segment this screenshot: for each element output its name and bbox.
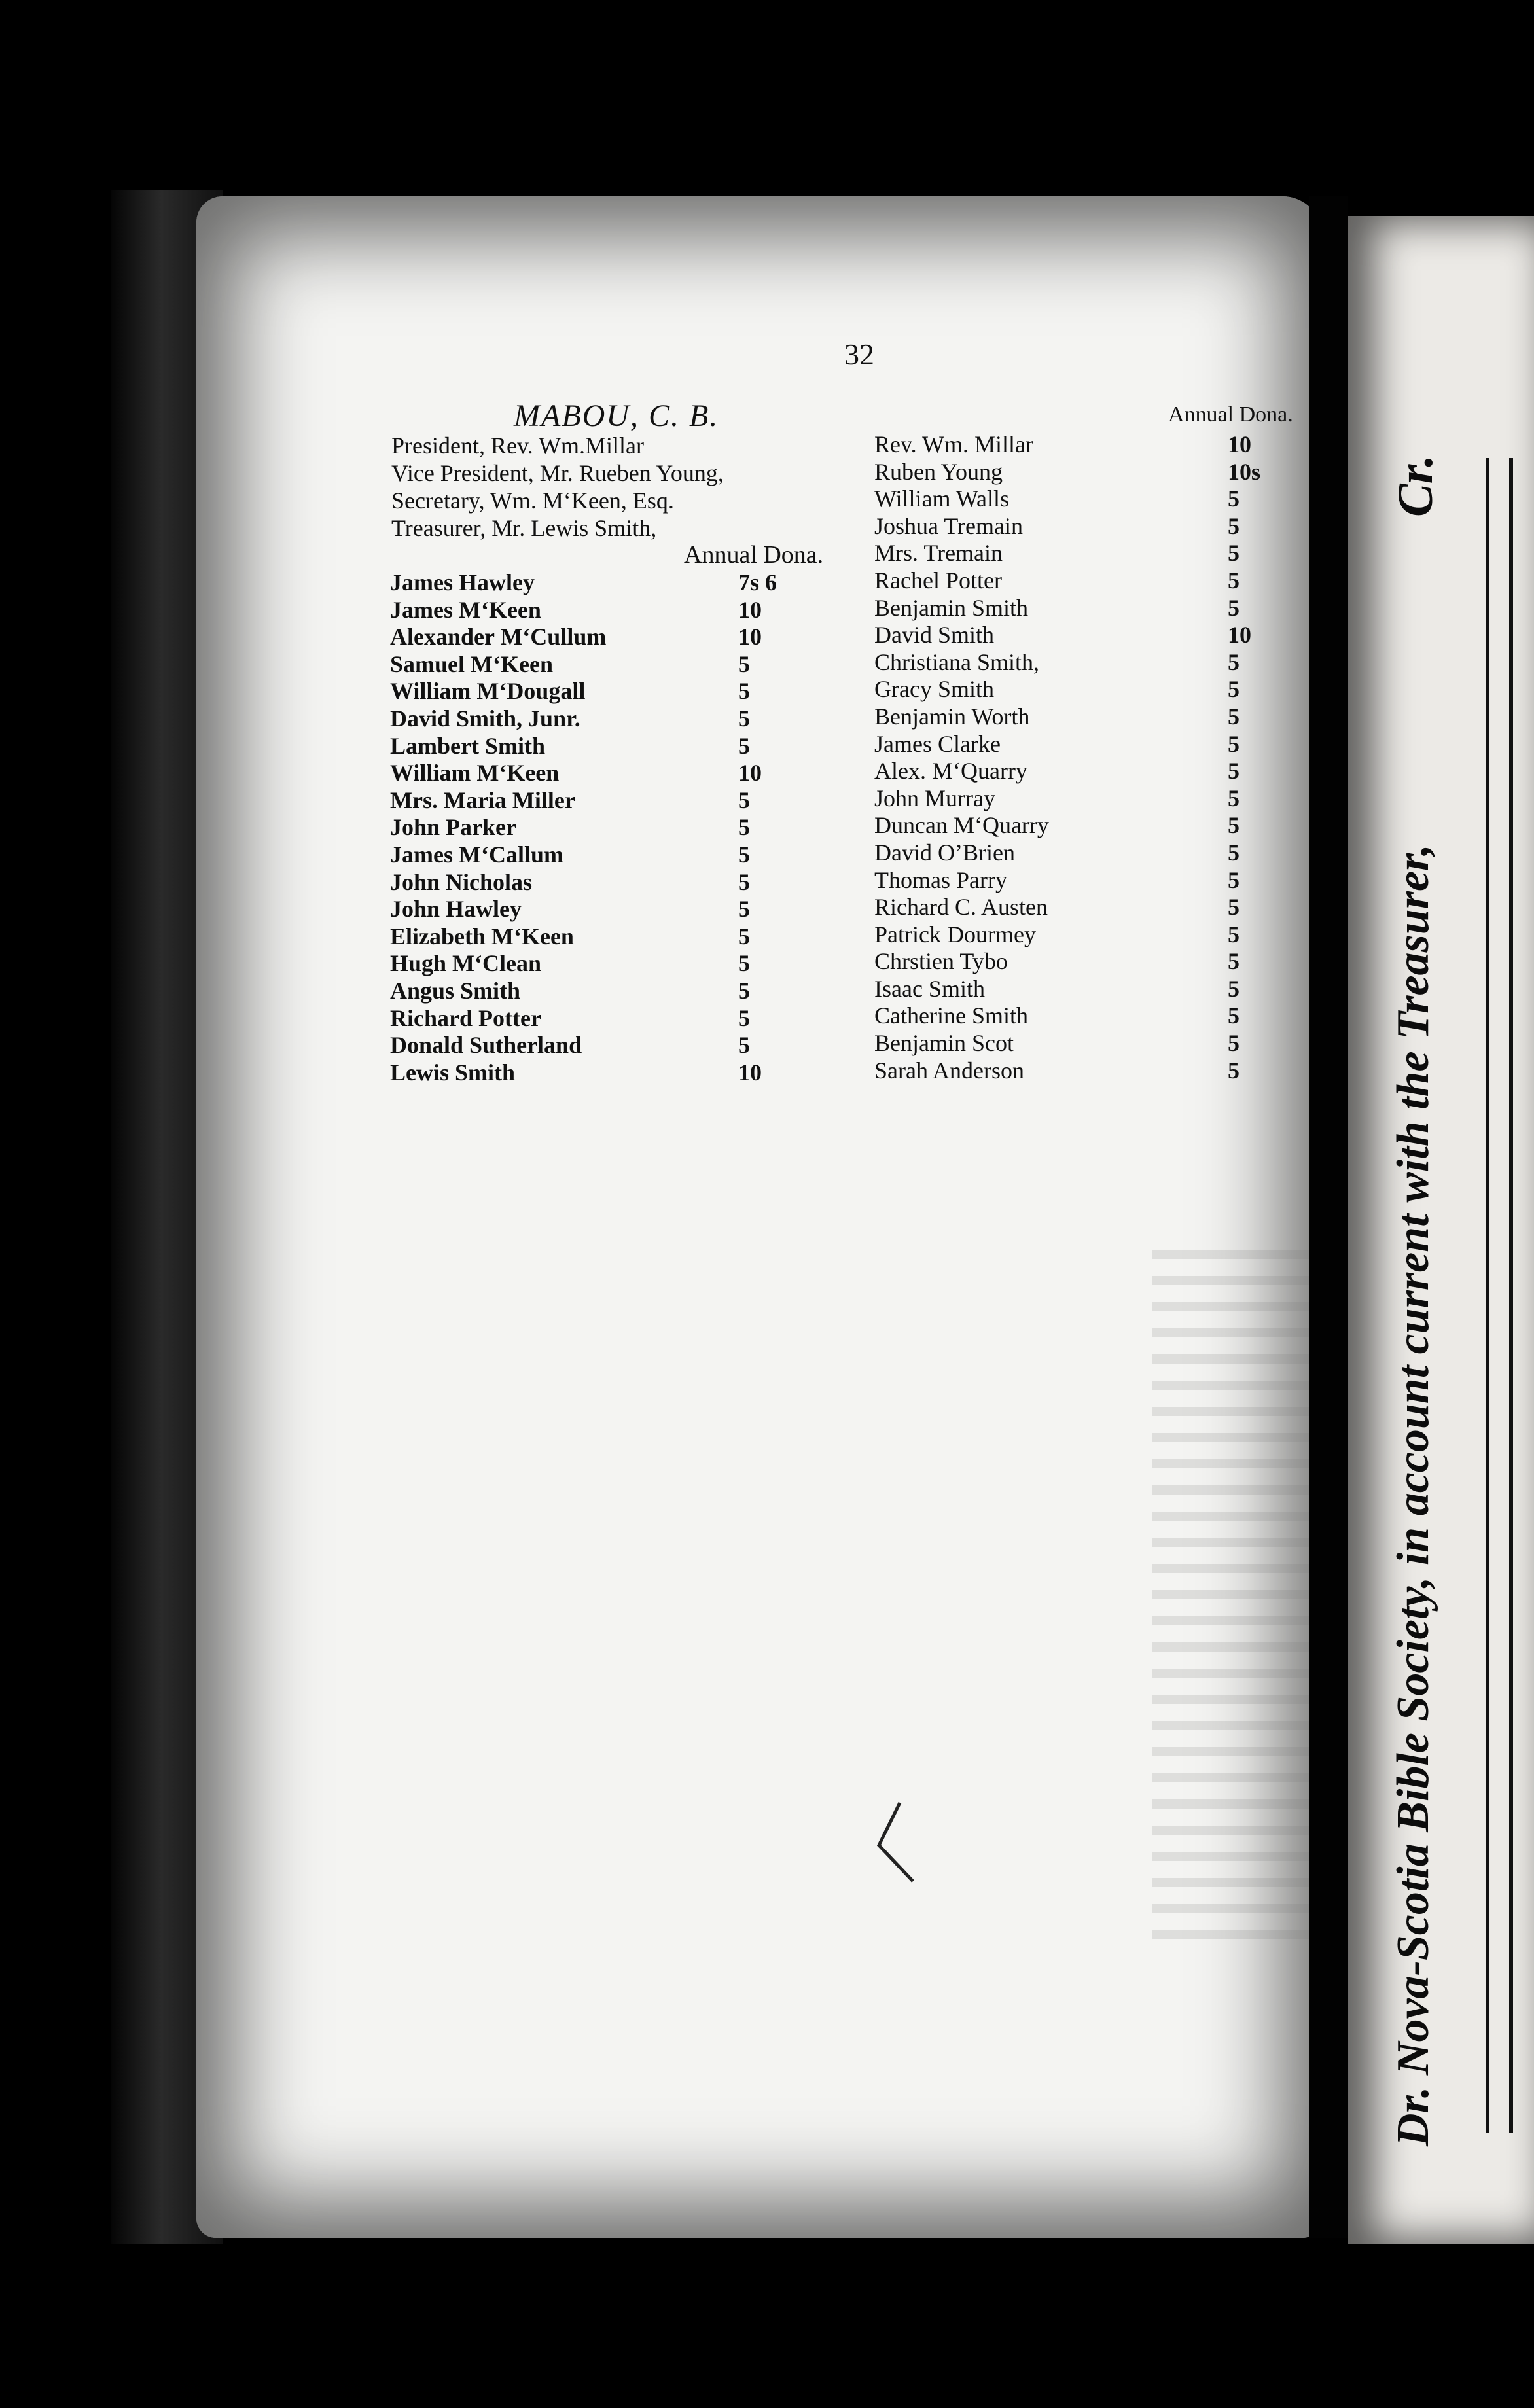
list-item (390, 677, 848, 705)
subscriber-name: John Hawley (390, 896, 522, 923)
list-item (874, 703, 1293, 730)
subscriber-name: William M‘Dougall (390, 678, 586, 705)
list-item (390, 895, 848, 923)
list-item (874, 594, 1293, 622)
subscriber-name: Gracy Smith (874, 676, 994, 703)
list-item (874, 757, 1293, 785)
list-item (874, 512, 1293, 540)
donation-amount: 10 (738, 1059, 762, 1086)
donation-amount: 5 (1228, 866, 1240, 893)
subscriber-name: William M‘Keen (390, 760, 560, 787)
subscriber-name: James Hawley (390, 569, 535, 595)
donation-amount: 10s (1228, 458, 1261, 485)
donation-amount: 5 (738, 977, 750, 1004)
subscriber-name: Sarah Anderson (874, 1057, 1024, 1084)
subscriber-name: Christiana Smith, (874, 648, 1039, 675)
officer-secretary: Secretary, Wm. M‘Keen, Esq. (391, 487, 674, 514)
donation-amount: 5 (738, 787, 750, 813)
section-heading: MABOU, C. B. (514, 398, 719, 433)
donation-amount: 5 (1228, 894, 1240, 921)
subscriber-name: Angus Smith (390, 977, 521, 1004)
list-item (390, 977, 848, 1004)
list-item (874, 648, 1293, 676)
left-subscriber-list (390, 569, 848, 1086)
donation-amount: 5 (1228, 486, 1240, 512)
list-item (874, 730, 1293, 758)
donation-amount: 5 (738, 814, 750, 841)
list-item (874, 866, 1293, 894)
subscriber-name: Alexander M‘Cullum (390, 624, 607, 650)
list-item (874, 921, 1293, 948)
donation-amount: 5 (1228, 785, 1240, 811)
donation-amount: 5 (1228, 512, 1240, 539)
subscriber-name: David Smith (874, 622, 995, 648)
subscriber-name: Isaac Smith (874, 975, 985, 1002)
list-item (874, 567, 1293, 594)
subscriber-name: Richard Potter (390, 1004, 541, 1031)
list-item (390, 1004, 848, 1032)
list-item (390, 623, 848, 650)
subscriber-name: Rev. Wm. Millar (874, 431, 1033, 457)
donation-amount: 5 (738, 1004, 750, 1031)
donation-amount: 10 (738, 624, 762, 650)
donation-amount: 5 (1228, 594, 1240, 621)
subscriber-name: James Clarke (874, 730, 1001, 757)
subscriber-name: David O’Brien (874, 839, 1015, 866)
left-column-header: Annual Dona. (684, 541, 824, 569)
facing-page-title: Dr. Nova-Scotia Bible Society, in account current with the Treasurer, (1388, 844, 1438, 2146)
list-item (874, 947, 1293, 975)
page-gutter (1309, 196, 1348, 2238)
subscriber-name: Hugh M‘Clean (390, 950, 542, 977)
donation-amount: 5 (738, 896, 750, 923)
donation-amount: 5 (738, 678, 750, 705)
donation-amount: 5 (1228, 1057, 1240, 1084)
subscriber-name: Joshua Tremain (874, 512, 1024, 539)
subscriber-name: Donald Sutherland (390, 1032, 582, 1059)
right-column-header: Annual Dona. (1168, 402, 1293, 427)
pencil-mark (874, 1799, 933, 1885)
list-item (390, 1059, 848, 1086)
subscriber-name: Chrstien Tybo (874, 948, 1008, 975)
subscriber-name: Benjamin Scot (874, 1030, 1014, 1057)
donation-amount: 10 (1228, 431, 1251, 457)
officer-treasurer: Treasurer, Mr. Lewis Smith, (391, 515, 657, 541)
subscriber-name: Richard C. Austen (874, 894, 1048, 921)
donation-amount: 5 (1228, 676, 1240, 703)
list-item (874, 485, 1293, 512)
list-item (874, 839, 1293, 866)
list-item (390, 759, 848, 787)
subscriber-name: John Murray (874, 785, 995, 811)
list-item (390, 650, 848, 678)
donation-amount: 5 (738, 1032, 750, 1059)
subscriber-name: William Walls (874, 486, 1009, 512)
officers-list (391, 432, 724, 542)
subscriber-name: Patrick Dourmey (874, 921, 1036, 947)
list-item (874, 975, 1293, 1002)
right-subscriber-list (874, 431, 1293, 1084)
list-item (390, 949, 848, 977)
subscriber-name: Alex. M‘Quarry (874, 758, 1027, 785)
list-item (390, 705, 848, 732)
subscriber-name: Mrs. Tremain (874, 540, 1003, 567)
donation-amount: 10 (738, 760, 762, 787)
donation-amount: 5 (738, 950, 750, 977)
donation-amount: 5 (1228, 567, 1240, 593)
subscriber-name: David Smith, Junr. (390, 705, 580, 732)
list-item (874, 1002, 1293, 1029)
page-number: 32 (844, 338, 874, 371)
officer-vice-president: Vice President, Mr. Rueben Young, (391, 460, 724, 486)
list-item (874, 458, 1293, 486)
list-item (874, 1029, 1293, 1057)
facing-page-cr: Cr. (1388, 454, 1443, 517)
donation-amount: 5 (1228, 540, 1240, 567)
list-item (390, 732, 848, 760)
list-item (874, 539, 1293, 567)
donation-amount: 10 (1228, 622, 1251, 648)
officer-president: President, Rev. Wm.Millar (391, 433, 644, 459)
donation-amount: 10 (738, 596, 762, 623)
list-item (390, 841, 848, 868)
donation-amount: 5 (1228, 1002, 1240, 1029)
donation-amount: 5 (1228, 839, 1240, 866)
subscriber-name: Rachel Potter (874, 567, 1002, 593)
list-item (390, 569, 848, 596)
donation-amount: 7s 6 (738, 569, 777, 595)
list-item (874, 621, 1293, 648)
subscriber-name: James M‘Keen (390, 596, 541, 623)
list-item (874, 675, 1293, 703)
donation-amount: 5 (1228, 730, 1240, 757)
list-item (390, 1031, 848, 1059)
donation-amount: 5 (1228, 948, 1240, 975)
donation-amount: 5 (1228, 648, 1240, 675)
subscriber-name: Mrs. Maria Miller (390, 787, 575, 813)
subscriber-name: Ruben Young (874, 458, 1003, 485)
donation-amount: 5 (738, 841, 750, 868)
subscriber-name: Catherine Smith (874, 1002, 1028, 1029)
donation-amount: 5 (738, 705, 750, 732)
donation-amount: 5 (1228, 703, 1240, 730)
donation-amount: 5 (738, 923, 750, 949)
subscriber-name: Duncan M‘Quarry (874, 812, 1049, 839)
list-item (390, 596, 848, 624)
list-item (390, 868, 848, 896)
subscriber-name: James M‘Callum (390, 841, 563, 868)
donation-amount: 5 (738, 650, 750, 677)
donation-amount: 5 (1228, 758, 1240, 785)
donation-amount: 5 (1228, 812, 1240, 839)
donation-amount: 5 (738, 868, 750, 895)
subscriber-name: Benjamin Smith (874, 594, 1029, 621)
donation-amount: 5 (1228, 975, 1240, 1002)
subscriber-name: John Parker (390, 814, 516, 841)
subscriber-name: Thomas Parry (874, 866, 1007, 893)
list-item (874, 893, 1293, 921)
list-item (390, 813, 848, 841)
bleed-through-text (1152, 1250, 1309, 1956)
subscriber-name: Samuel M‘Keen (390, 650, 553, 677)
subscriber-name: Benjamin Worth (874, 703, 1030, 730)
list-item (874, 785, 1293, 812)
list-item (874, 1057, 1293, 1084)
donation-amount: 5 (738, 732, 750, 759)
list-item (390, 923, 848, 950)
list-item (874, 431, 1293, 458)
subscriber-name: Lewis Smith (390, 1059, 516, 1086)
donation-amount: 5 (1228, 921, 1240, 947)
ledger-rule-lines (1486, 458, 1513, 2133)
subscriber-name: Lambert Smith (390, 732, 545, 759)
subscriber-name: Elizabeth M‘Keen (390, 923, 574, 949)
list-item (874, 811, 1293, 839)
donation-amount: 5 (1228, 1030, 1240, 1057)
subscriber-name: John Nicholas (390, 868, 533, 895)
list-item (390, 787, 848, 814)
